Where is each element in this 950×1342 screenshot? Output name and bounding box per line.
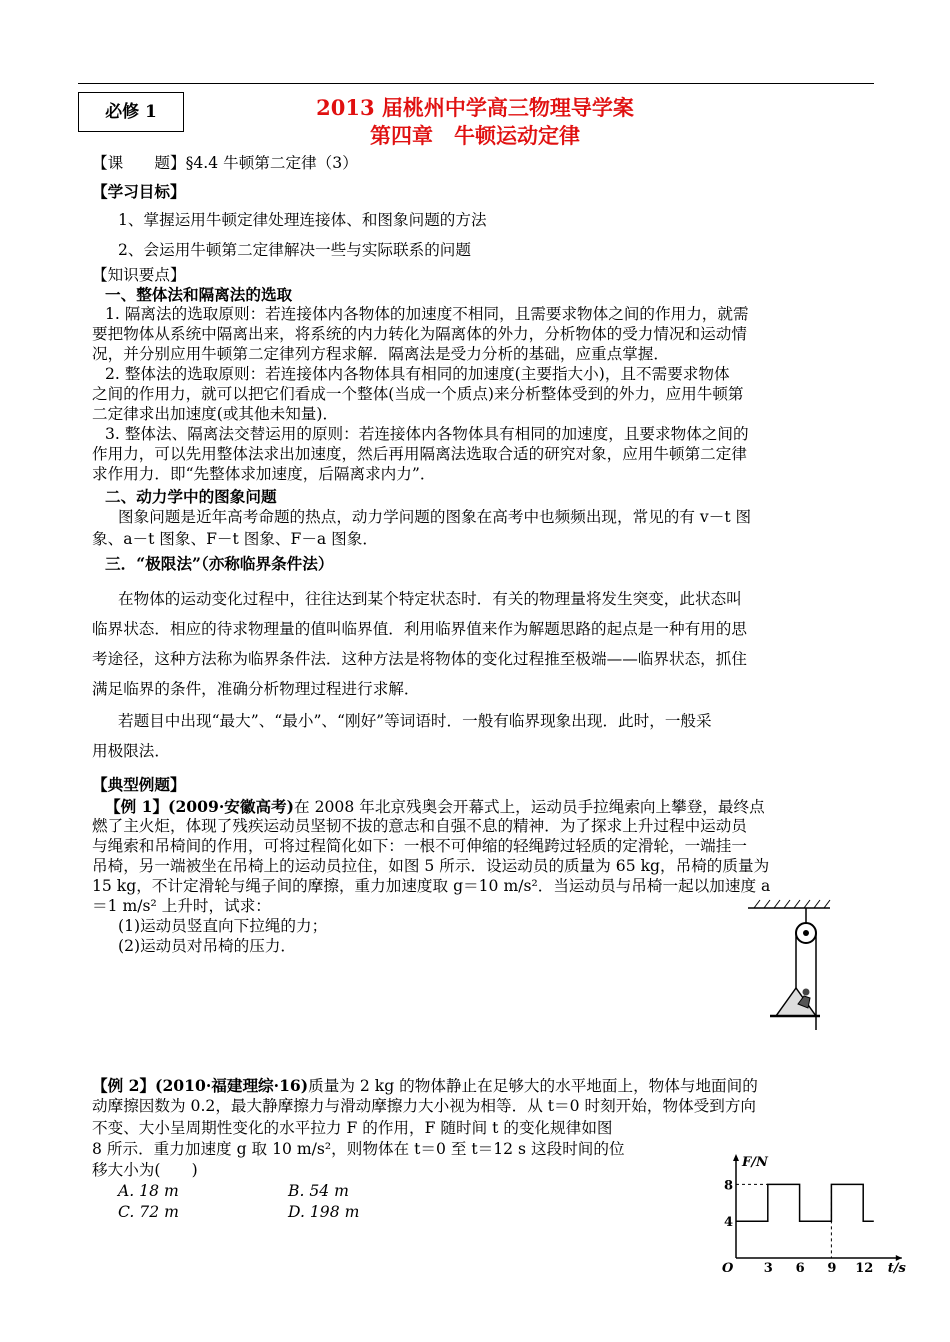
example-1-label: 【例 1】(2009·安徽高考) xyxy=(105,797,295,816)
paragraph-line: 况，并分别应用牛顿第二定律列方程求解．隔离法是受力分析的基础，应重点掌握． xyxy=(92,345,669,363)
paragraph-line: 满足临界的条件，准确分析物理过程进行求解． xyxy=(92,680,420,698)
example-2-line: 不变、大小呈周期性变化的水平拉力 F 的作用，F 随时间 t 的变化规律如图 xyxy=(92,1119,613,1137)
example-1-line: 吊椅，另一端被坐在吊椅上的运动员拉住，如图 5 所示．设运动员的质量为 65 kg，吊椅的质量为 xyxy=(92,857,770,875)
paragraph-line: 若题目中出现“最大”、“最小”、“刚好”等词语时．一般有临界现象出现．此时，一般采 xyxy=(118,712,712,730)
knowledge-heading: 【知识要点】 xyxy=(92,266,186,284)
y-tick-label: 4 xyxy=(724,1215,734,1231)
example-1-line xyxy=(105,796,765,818)
paragraph-line: 作用力，可以先用整体法求出加速度，然后再用隔离法选取合适的研究对象，应用牛顿第二定律 xyxy=(92,445,747,463)
paragraph-line: 2. 整体法的选取原则：若连接体内各物体具有相同的加速度(主要指大小)，且不需要求物体 xyxy=(105,365,730,383)
paragraph-line: 求作用力．即“先整体求加速度，后隔离求内力”． xyxy=(92,465,436,483)
paragraph-line: 1. 隔离法的选取原则：若连接体内各物体的加速度不相同，且需要求物体之间的作用力，就需 xyxy=(105,305,749,323)
x-tick-label: 9 xyxy=(827,1261,837,1276)
objective-item: 2、会运用牛顿第二定律解决一些与实际联系的问题 xyxy=(118,241,471,259)
x-tick-label: 3 xyxy=(763,1261,773,1276)
paragraph-line: 象、a－t 图象、F－t 图象、F－a 图象． xyxy=(92,530,378,548)
question-2: (2)运动员对吊椅的压力． xyxy=(118,937,297,955)
example-1-line: 燃了主火炬，体现了残疾运动员坚韧不拔的意志和自强不息的精神．为了探求上升过程中运动员 xyxy=(92,817,747,835)
example-1-line: 与绳索和吊椅间的作用，可将过程简化如下：一根不可伸缩的轻绳跨过轻质的定滑轮，一端挂一 xyxy=(92,837,747,855)
doc-title: 2013 届桃州中学高三物理导学案 xyxy=(316,95,634,120)
y-axis-arrow xyxy=(733,1154,739,1161)
y-tick-label: 8 xyxy=(724,1178,734,1194)
x-tick-label: O xyxy=(722,1261,734,1276)
question-1: (1)运动员竖直向下拉绳的力； xyxy=(118,917,328,935)
option-d: D. 198 m xyxy=(288,1203,360,1221)
paragraph-line: 考途径，这种方法称为临界条件法．这种方法是将物体的变化过程推至极端——临界状态，抓住 xyxy=(92,650,747,668)
chapter-title: 第四章 牛顿运动定律 xyxy=(370,123,580,148)
option-b: B. 54 m xyxy=(288,1182,349,1200)
topic: 【课 题】§4.4 牛顿第二定律（3） xyxy=(92,154,358,172)
example-2-line: 移大小为( ) xyxy=(92,1161,198,1179)
option-c: C. 72 m xyxy=(118,1203,179,1221)
paragraph-line: 二定律求出加速度(或其他未知量)． xyxy=(92,405,339,423)
course-tag: 必修 1 xyxy=(78,92,184,132)
paragraph-line: 要把物体从系统中隔离出来，将系统的内力转化为隔离体的外力，分析物体的受力情况和运动情 xyxy=(92,325,747,343)
pulley-figure xyxy=(748,900,848,1030)
paragraph-line: 用极限法． xyxy=(92,742,170,760)
example-1-line: 15 kg，不计定滑轮与绳子间的摩擦，重力加速度取 g＝10 m/s²．当运动员与吊椅一起以加速度 a xyxy=(92,877,771,895)
section-2-title: 二、动力学中的图象问题 xyxy=(105,487,277,506)
paragraph-line: 3. 整体法、隔离法交替运用的原则：若连接体内各物体具有相同的加速度，且要求物体之间的 xyxy=(105,425,749,443)
examples-heading: 【典型例题】 xyxy=(92,775,186,794)
paragraph-line: 临界状态．相应的待求物理量的值叫临界值．利用临界值来作为解题思路的起点是一种有用的思 xyxy=(92,620,747,638)
example-2-line: 8 所示．重力加速度 g 取 10 m/s²，则物体在 t＝0 至 t＝12 s 这段时间的位 xyxy=(92,1140,625,1158)
example-2-line: 动摩擦因数为 0.2，最大静摩擦力与滑动摩擦力大小视为相等．从 t＝0 时刻开始，物体受到方向 xyxy=(92,1097,757,1115)
example-2-label: 【例 2】(2010·福建理综·16) xyxy=(92,1076,309,1095)
x-axis-label: t/s xyxy=(887,1261,906,1276)
top-rule xyxy=(78,83,874,84)
example-1-line: ＝1 m/s² 上升时，试求： xyxy=(92,897,271,915)
x-tick-label: 6 xyxy=(795,1261,805,1276)
section-1-title: 一、整体法和隔离法的选取 xyxy=(105,285,293,304)
option-a: A. 18 m xyxy=(118,1182,179,1200)
paragraph-line: 在物体的运动变化过程中，往往达到某个特定状态时．有关的物理量将发生突变，此状态叫 xyxy=(118,590,742,608)
force-series-line xyxy=(736,1184,874,1221)
paragraph-line: 之间的作用力，就可以把它们看成一个整体(当成一个质点)来分析整体受到的外力，应用牛顿第 xyxy=(92,385,744,403)
y-axis-label: F/N xyxy=(742,1155,768,1170)
objective-item: 1、掌握运用牛顿定律处理连接体、和图象问题的方法 xyxy=(118,211,487,229)
x-tick-label: 12 xyxy=(855,1261,874,1276)
example-1-text: 在 2008 年北京残奥会开幕式上，运动员手拉绳索向上攀登，最终点 xyxy=(294,798,765,816)
example-2-line xyxy=(92,1075,758,1097)
section-3-title: 三．“极限法”（亦称临界条件法） xyxy=(105,554,334,573)
objectives-heading: 【学习目标】 xyxy=(92,182,186,201)
example-2-text: 质量为 2 kg 的物体静止在足够大的水平地面上，物体与地面间的 xyxy=(308,1077,758,1095)
paragraph-line: 图象问题是近年高考命题的热点，动力学问题的图象在高考中也频频出现，常见的有 v－t 图 xyxy=(118,508,752,526)
force-time-chart xyxy=(700,1150,906,1276)
